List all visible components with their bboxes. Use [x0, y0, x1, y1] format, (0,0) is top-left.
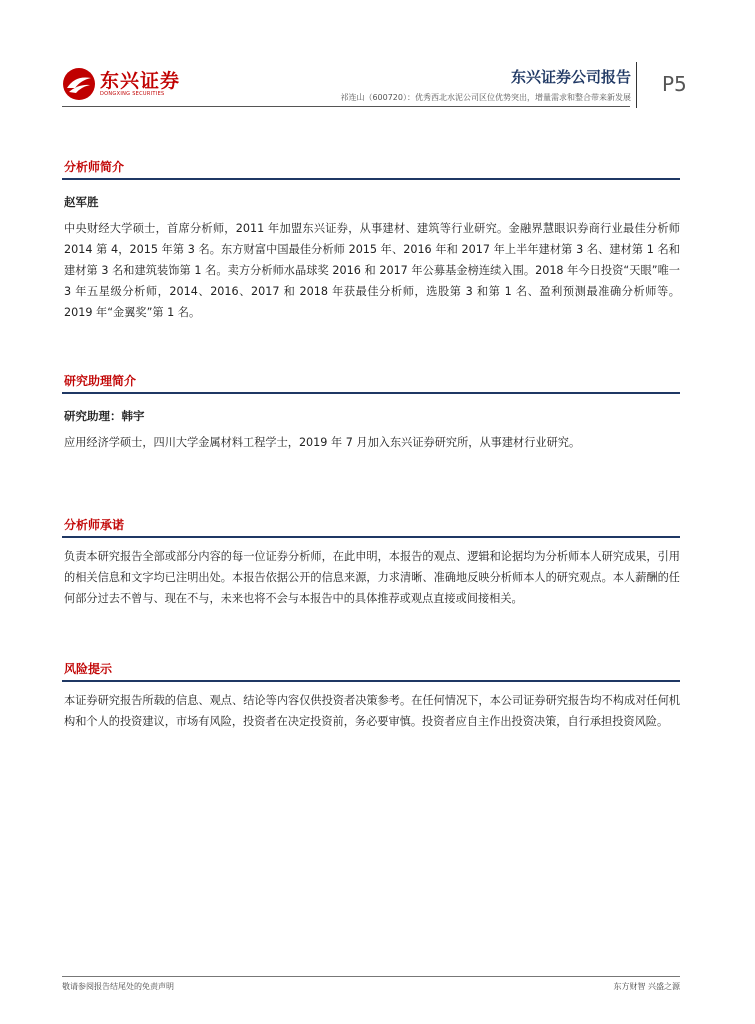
assistant-name: 研究助理：韩宇: [64, 409, 145, 423]
risk-section: [62, 660, 680, 732]
commitment-section: [62, 516, 680, 609]
analyst-bio: 中央财经大学硕士，首席分析师，2011 年加盟东兴证券，从事建材、建筑等行业研究。金融界慧眼识券商行业最佳分析师2014 第 4，2015 年第 3 名。东方财富中国最佳分析师 2015 年、2016 年和 2017 年上半年建材第 3 名、建材第 1 名和建材第 3 名和建筑装饰第 1 名。卖方分析师水晶球奖 2016 和 2017 年公募基金榜连续入围。2018 年今日投资“天眼”唯一 3 年五星级分析师，2014、2016、2017 和 2018 年获最佳分析师，选股第 3 和第 1 名、盈利预测最准确分析师等。2019 年“金翼奖”第 1 名。: [64, 222, 680, 319]
logo-wordmark: 东兴证券: [100, 69, 181, 92]
header-rule: [62, 106, 630, 107]
footer-slogan: 东方财智 兴盛之源: [613, 982, 680, 991]
assistant-section-title: 研究助理简介: [62, 372, 680, 394]
analyst-section-title: 分析师简介: [62, 158, 680, 180]
assistant-section: [62, 372, 680, 453]
footer-rule: [62, 976, 680, 977]
risk-section-title: 风险提示: [62, 660, 680, 682]
company-logo: [62, 66, 180, 102]
commitment-text: 负责本研究报告全部或部分内容的每一位证券分析师，在此申明，本报告的观点、逻辑和论据均为分析师本人研究成果，引用的相关信息和文字均已注明出处。本报告依据公开的信息来源，力求清晰、准确地反映分析师本人的研究观点。本人薪酬的任何部分过去不曾与、现在不与，未来也将不会与本报告中的具体推荐或观点直接或间接相关。: [64, 550, 680, 605]
header-divider: [636, 62, 637, 108]
analyst-section: [62, 158, 680, 323]
report-subtitle: 祁连山（600720）：优秀西北水泥公司区位优势突出，增量需求和整合带来新发展: [340, 93, 631, 102]
page-number: P5: [662, 72, 687, 96]
logo-english: DONGXING SECURITIES: [100, 90, 165, 97]
assistant-bio: 应用经济学硕士，四川大学金属材料工程学士，2019 年 7 月加入东兴证券研究所，从事建材行业研究。: [64, 436, 581, 449]
footer-disclaimer-note: 敬请参阅报告结尾处的免责声明: [62, 982, 174, 991]
risk-text: 本证券研究报告所载的信息、观点、结论等内容仅供投资者决策参考。在任何情况下，本公司证券研究报告均不构成对任何机构和个人的投资建议，市场有风险，投资者在决定投资前，务必要审慎。投资者应自主作出投资决策，自行承担投资风险。: [64, 694, 680, 728]
dongxing-logo-icon: [62, 67, 96, 101]
analyst-name: 赵军胜: [64, 195, 99, 209]
report-title: 东兴证券公司报告: [510, 68, 631, 86]
commitment-section-title: 分析师承诺: [62, 516, 680, 538]
